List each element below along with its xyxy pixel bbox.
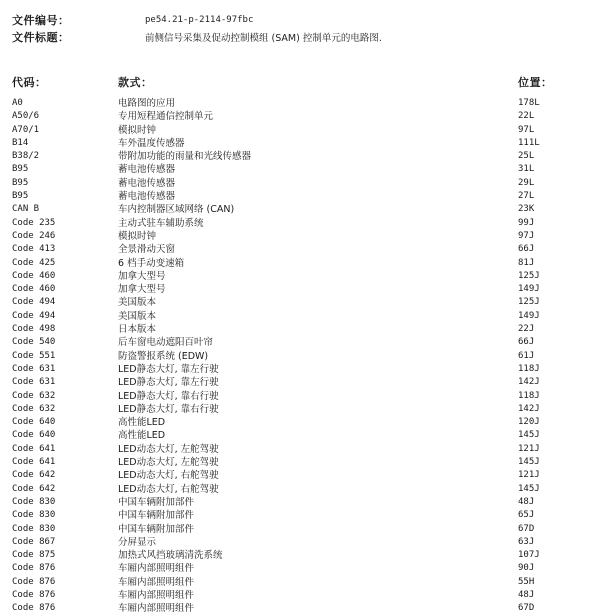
row-position: 66J: [518, 337, 535, 348]
table-row: [12, 110, 596, 123]
table-header: [12, 74, 596, 88]
doc-title-label: 文件标题：: [12, 30, 70, 44]
column-header-code: 代码：: [12, 76, 47, 89]
row-code: Code 494: [12, 297, 56, 308]
row-code: Code 246: [12, 230, 56, 241]
row-code: Code 830: [12, 510, 56, 521]
row-code: B95: [12, 177, 29, 188]
row-style: 带附加功能的雨量和光线传感器: [118, 151, 252, 163]
row-style: LED动态大灯, 右舵驾驶: [118, 483, 219, 495]
row-position: 99J: [518, 217, 535, 228]
table-row: [12, 163, 596, 176]
row-code: A70/1: [12, 124, 40, 135]
row-position: 178L: [518, 98, 540, 108]
row-position: 121J: [518, 470, 540, 481]
row-position: 118J: [518, 390, 540, 401]
doc-title-row: [12, 28, 596, 45]
table-body: [12, 97, 596, 616]
table-row: [12, 390, 596, 403]
row-style: 中国车辆附加部件: [118, 523, 195, 535]
table-row: [12, 363, 596, 376]
table-row: [12, 97, 596, 110]
row-style: 模拟时钟: [118, 230, 157, 242]
row-position: 145J: [518, 430, 540, 441]
row-position: 48J: [518, 496, 535, 507]
row-style: 高性能LED: [118, 417, 166, 429]
row-position: 145J: [518, 457, 540, 468]
row-style: 车厢内部照明组件: [118, 603, 195, 615]
row-style: 车外温度传感器: [118, 137, 185, 149]
table-row: [12, 536, 596, 549]
table-row: [12, 177, 596, 190]
row-style: 高性能LED: [118, 430, 166, 442]
row-code: Code 641: [12, 443, 56, 454]
row-position: 97L: [518, 124, 535, 135]
table-row: [12, 589, 596, 602]
row-code: A50/6: [12, 111, 40, 122]
row-position: 48J: [518, 589, 535, 600]
row-style: 防盗警报系统 (EDW): [118, 350, 209, 362]
table-row: [12, 483, 596, 496]
doc-title-value: 前侧信号采集及促动控制模组 (SAM) 控制单元的电路图.: [145, 32, 382, 44]
column-header-position: 位置：: [518, 76, 553, 89]
row-code: Code 642: [12, 470, 56, 481]
row-position: 67D: [518, 523, 535, 534]
row-position: 55H: [518, 576, 535, 587]
row-position: 29L: [518, 177, 535, 188]
table-row: [12, 429, 596, 442]
table-row: [12, 549, 596, 562]
row-style: 后车窗电动遮阳百叶帘: [118, 337, 214, 349]
row-code: Code 875: [12, 550, 56, 561]
row-style: LED静态大灯, 靠左行驶: [118, 363, 219, 375]
row-code: Code 640: [12, 417, 56, 428]
document: [12, 11, 596, 615]
row-style: 车厢内部照明组件: [118, 576, 195, 588]
row-position: 67D: [518, 603, 535, 614]
row-style: 模拟时钟: [118, 124, 157, 136]
row-style: LED动态大灯, 左舵驾驶: [118, 457, 219, 469]
row-position: 97J: [518, 230, 535, 241]
row-code: Code 413: [12, 244, 56, 255]
row-style: 加拿大型号: [118, 284, 166, 296]
row-code: B38/2: [12, 151, 40, 162]
table-row: [12, 523, 596, 536]
row-code: Code 460: [12, 270, 56, 281]
row-style: 蓄电池传感器: [118, 164, 176, 176]
table-row: [12, 124, 596, 137]
row-code: Code 498: [12, 324, 56, 335]
row-position: 63J: [518, 536, 535, 547]
row-style: 中国车辆附加部件: [118, 496, 195, 508]
table-row: [12, 456, 596, 469]
row-style: 分屏显示: [118, 536, 157, 548]
row-style: LED静态大灯, 靠右行驶: [118, 390, 219, 402]
row-style: 蓄电池传感器: [118, 191, 176, 203]
row-position: 25L: [518, 151, 535, 162]
table-row: [12, 310, 596, 323]
row-code: CAN B: [12, 204, 40, 215]
table-row: [12, 336, 596, 349]
row-position: 121J: [518, 443, 540, 454]
row-style: LED静态大灯, 靠右行驶: [118, 403, 219, 415]
row-style: 主动式驻车辅助系统: [118, 217, 204, 229]
row-position: 125J: [518, 270, 540, 281]
table-row: [12, 203, 596, 216]
row-style: 蓄电池传感器: [118, 177, 176, 189]
table-row: [12, 376, 596, 389]
row-style: 6 档手动变速箱: [118, 257, 185, 269]
row-style: 加热式风挡玻璃清洗系统: [118, 550, 223, 562]
row-code: Code 551: [12, 350, 56, 361]
row-code: A0: [12, 98, 23, 108]
row-style: 车内控制器区域网络 (CAN): [118, 204, 235, 216]
row-style: 美国版本: [118, 310, 157, 322]
row-position: 65J: [518, 510, 535, 521]
table-row: [12, 496, 596, 509]
row-style: 中国车辆附加部件: [118, 510, 195, 522]
row-style: 电路图的应用: [118, 98, 176, 109]
row-position: 27L: [518, 191, 535, 202]
row-code: Code 632: [12, 403, 56, 414]
row-style: LED动态大灯, 左舵驾驶: [118, 443, 219, 455]
row-style: 加拿大型号: [118, 270, 166, 282]
row-code: Code 867: [12, 536, 56, 547]
row-style: 车厢内部照明组件: [118, 563, 195, 575]
row-position: 61J: [518, 350, 535, 361]
row-position: 66J: [518, 244, 535, 255]
table-row: [12, 323, 596, 336]
table-row: [12, 350, 596, 363]
row-position: 31L: [518, 164, 535, 175]
row-position: 22J: [518, 324, 535, 335]
table-row: [12, 509, 596, 522]
row-position: 149J: [518, 284, 540, 295]
row-code: Code 830: [12, 523, 56, 534]
row-style: 日本版本: [118, 324, 157, 336]
row-position: 142J: [518, 377, 540, 388]
table-row: [12, 137, 596, 150]
table-row: [12, 217, 596, 230]
row-code: Code 640: [12, 430, 56, 441]
column-header-style: 款式：: [118, 76, 153, 89]
table-row: [12, 243, 596, 256]
row-code: Code 876: [12, 576, 56, 587]
table-row: [12, 443, 596, 456]
row-code: Code 494: [12, 310, 56, 321]
row-code: Code 460: [12, 284, 56, 295]
table-row: [12, 296, 596, 309]
table-row: [12, 257, 596, 270]
row-position: 149J: [518, 310, 540, 321]
row-code: B95: [12, 191, 29, 202]
row-position: 111L: [518, 137, 540, 148]
row-style: LED静态大灯, 靠左行驶: [118, 377, 219, 389]
row-code: Code 876: [12, 589, 56, 600]
row-code: Code 876: [12, 603, 56, 614]
row-code: Code 632: [12, 390, 56, 401]
row-style: LED动态大灯, 右舵驾驶: [118, 470, 219, 482]
row-code: Code 235: [12, 217, 56, 228]
table-row: [12, 602, 596, 615]
row-style: 美国版本: [118, 297, 157, 309]
row-code: B14: [12, 137, 29, 148]
row-code: Code 631: [12, 377, 56, 388]
table-row: [12, 150, 596, 163]
row-code: Code 876: [12, 563, 56, 574]
row-code: Code 642: [12, 483, 56, 494]
row-position: 118J: [518, 363, 540, 374]
row-style: 车厢内部照明组件: [118, 589, 195, 601]
row-position: 22L: [518, 111, 535, 122]
row-code: Code 830: [12, 496, 56, 507]
table-row: [12, 230, 596, 243]
row-position: 90J: [518, 563, 535, 574]
table-row: [12, 416, 596, 429]
row-code: B95: [12, 164, 29, 175]
row-code: Code 641: [12, 457, 56, 468]
row-code: Code 425: [12, 257, 56, 268]
row-position: 107J: [518, 550, 540, 561]
row-code: Code 540: [12, 337, 56, 348]
doc-number-row: [12, 11, 596, 28]
table-row: [12, 190, 596, 203]
row-position: 81J: [518, 257, 535, 268]
table-row: [12, 283, 596, 296]
row-position: 23K: [518, 204, 535, 215]
row-code: Code 631: [12, 363, 56, 374]
row-position: 125J: [518, 297, 540, 308]
row-style: 专用短程通信控制单元: [118, 111, 214, 123]
row-position: 145J: [518, 483, 540, 494]
table-row: [12, 403, 596, 416]
doc-number-value: pe54.21-p-2114-97fbc: [145, 14, 254, 25]
row-style: 全景滑动天窗: [118, 244, 176, 256]
table-row: [12, 562, 596, 575]
doc-number-label: 文件编号：: [12, 13, 70, 27]
table-row: [12, 576, 596, 589]
row-position: 142J: [518, 403, 540, 414]
table-row: [12, 469, 596, 482]
row-position: 120J: [518, 417, 540, 428]
table-row: [12, 270, 596, 283]
